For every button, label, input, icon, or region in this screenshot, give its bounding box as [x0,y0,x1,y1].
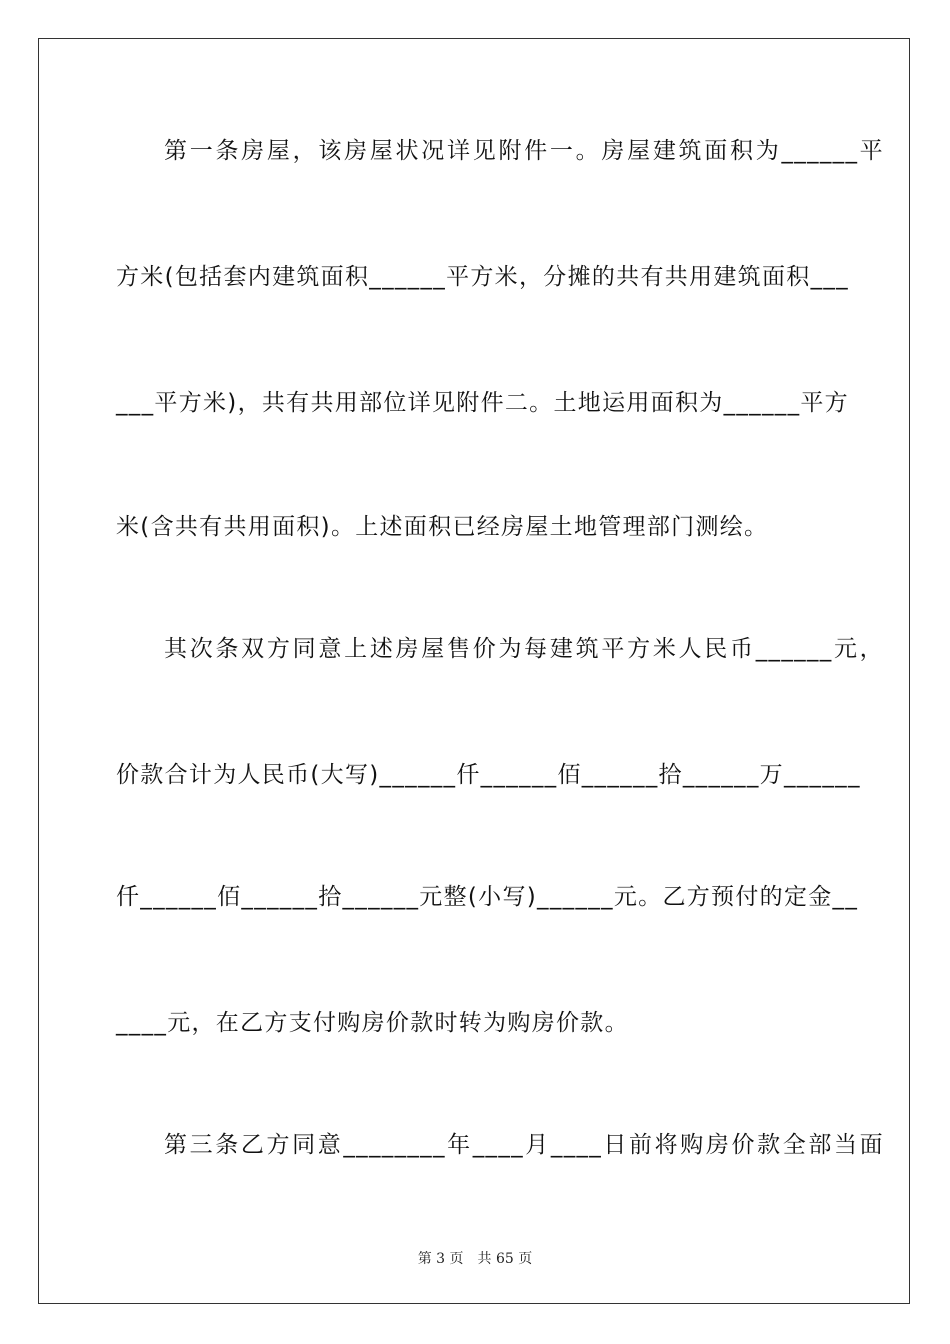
clause-2-line-1: 其次条双方同意上述房屋售价为每建筑平方米人民币______元， [164,636,884,662]
clause-1-line-2: 方米(包括套内建筑面积______平方米，分摊的共有共用建筑面积___ [116,264,849,290]
page-frame [38,38,910,1304]
clause-1-line-3: ___平方米)，共有共用部位详见附件二。土地运用面积为______平方 [116,390,849,416]
page-number: 第 3 页 [417,1251,464,1267]
page-total: 共 65 页 [477,1251,533,1267]
clause-1-line-4: 米(含共有共用面积)。上述面积已经房屋土地管理部门测绘。 [116,514,769,540]
clause-3-line-1: 第三条乙方同意________年____月____日前将购房价款全部当面 [164,1132,884,1158]
clause-2-line-4: ____元，在乙方支付购房价款时转为购房价款。 [116,1010,629,1036]
clause-2-line-2: 价款合计为人民币(大写)______仟______佰______拾______万______ [116,762,861,788]
clause-2-line-3: 仟______佰______拾______元整(小写)______元。乙方预付的定金__ [116,884,859,910]
page-footer [0,1248,950,1268]
clause-1-line-1: 第一条房屋，该房屋状况详见附件一。房屋建筑面积为______平 [164,138,884,164]
